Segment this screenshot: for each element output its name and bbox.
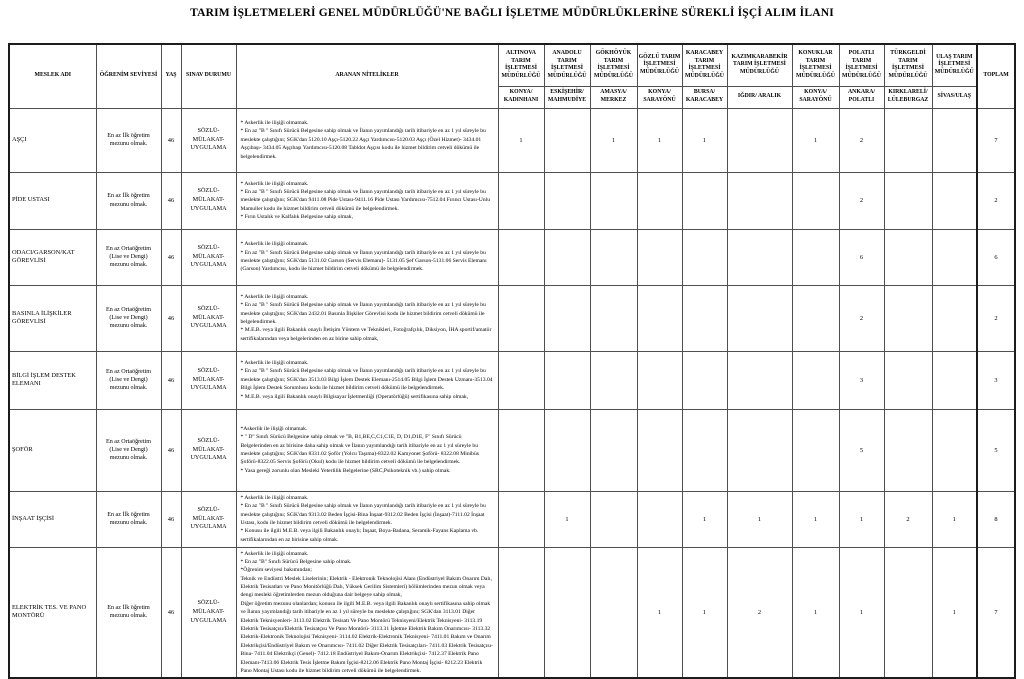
qualification-line: *Askerlik ile ilişiği olmamak.	[240, 425, 308, 432]
qualification-line: * M.E.B. veya ilgili Bakanlık onaylı İletişim Yöntem ve Teknikleri, Fotoğrafçılık, Diksiyon, İHA sportif/amatör sertifikalarından veya belgelerinden en az birine sahip olmak,	[240, 327, 492, 342]
count-cell	[544, 351, 590, 409]
exam-cell: SÖZLÜ-MÜLAKAT- UYGULAMA	[181, 491, 236, 547]
count-cell	[590, 547, 637, 678]
qualifications-cell	[236, 172, 498, 229]
education-cell: En az Ortaöğretim (Lise ve Dengi) mezunu olmak.	[96, 409, 161, 491]
age-cell: 46	[161, 491, 181, 547]
age-cell: 46	[161, 285, 181, 351]
count-cell	[884, 108, 932, 172]
age-cell: 46	[161, 547, 181, 678]
total-cell: 2	[977, 285, 1015, 351]
count-cell: 1	[839, 547, 884, 678]
header-toplam: TOPLAM	[977, 44, 1015, 108]
count-cell	[884, 409, 932, 491]
table-row	[9, 351, 1015, 409]
place-header: ANKARA/ POLATLI	[839, 86, 884, 108]
count-cell	[932, 409, 977, 491]
count-cell	[932, 351, 977, 409]
count-cell	[498, 172, 544, 229]
place-header: SİVAS/ULAŞ	[932, 86, 977, 108]
count-cell	[544, 547, 590, 678]
age-cell: 46	[161, 351, 181, 409]
total-cell: 2	[977, 172, 1015, 229]
count-cell	[544, 229, 590, 285]
org-header: POLATLI TARIM İŞLETMESİ MÜDÜRLÜĞÜ	[839, 44, 884, 86]
count-cell	[792, 351, 839, 409]
count-cell	[884, 351, 932, 409]
org-header: KONUKLAR TARIM İŞLETMESİ MÜDÜRLÜĞÜ	[792, 44, 839, 86]
org-header: ALTINOVA TARIM İŞLETMESİ MÜDÜRLÜĞÜ	[498, 44, 544, 86]
qualifications-cell	[236, 285, 498, 351]
count-cell: 1	[682, 491, 727, 547]
count-cell: 5	[839, 409, 884, 491]
total-cell: 7	[977, 547, 1015, 678]
count-cell	[590, 229, 637, 285]
count-cell	[590, 491, 637, 547]
table-row	[9, 285, 1015, 351]
qualification-line: * Askerlik ile ilişiği olmamak.	[240, 550, 309, 557]
count-cell	[498, 229, 544, 285]
table-header	[9, 44, 1015, 108]
org-header: KAZIMKARABEKİR TARIM İŞLETMESİ MÜDÜRLÜĞÜ	[727, 44, 792, 86]
count-cell	[498, 285, 544, 351]
qualification-line: * Fırın Ustalık ve Kalfalık Belgesine sahip olmak,	[240, 214, 353, 221]
count-cell: 2	[884, 491, 932, 547]
qualification-line: * En az "B " Sınıfı Sürücü Belgesine sahip olmak ve İlanın yayımlandığı tarih itibariyle en az 1 yıl süreyle bu meslekte çalıştığını; SGK'dan 3513.03 Bilgi İşlem Destek Elemanı-2514.05 Bilgi İşlem Destek Uzmanı-3513.04 Bilgi İşlem Destek Sorumlusu kodu ile hizmet bildirim cetveli dökümü ile belgelendirmek.	[240, 368, 493, 392]
qualification-line: * En az "B " Sınıfı Sürücü Belgesine sahip olmak ve İlanın yayımlandığı tarih itibariyle en az 1 yıl süreyle bu meslekte çalıştığını; SGK'dan 9313.02 Beden İşçisi-Bina İnşaat-9312.02 Beden İşçisi (İnşaat)-7111.02 İnşaat Ustası, kodu ile hizmet bildirim cetveli dökümü ile belgelendirmek.	[240, 503, 486, 526]
header-aranan-nitelikler: ARANAN NİTELİKLER	[236, 44, 498, 108]
count-cell	[682, 285, 727, 351]
occupation-cell: ŞOFÖR	[9, 409, 96, 491]
place-header: AMASYA/ MERKEZ	[590, 86, 637, 108]
total-cell: 7	[977, 108, 1015, 172]
occupation-cell: İNŞAAT İŞÇİSİ	[9, 491, 96, 547]
count-cell	[727, 108, 792, 172]
table-row	[9, 547, 1015, 678]
org-header: TÜRKGELDİ TARIM İŞLETMESİ MÜDÜRLÜĞÜ	[884, 44, 932, 86]
occupation-cell: BASINLA İLİŞKİLER GÖREVLİSİ	[9, 285, 96, 351]
count-cell	[544, 285, 590, 351]
count-cell	[932, 229, 977, 285]
exam-cell: SÖZLÜ-MÜLAKAT- UYGULAMA	[181, 409, 236, 491]
count-cell: 1	[637, 547, 682, 678]
count-cell: 1	[792, 108, 839, 172]
count-cell	[932, 172, 977, 229]
table-body	[9, 108, 1015, 678]
count-cell: 1	[637, 108, 682, 172]
count-cell	[498, 351, 544, 409]
occupation-cell: AŞÇI	[9, 108, 96, 172]
count-cell	[932, 108, 977, 172]
qualification-line: * " D" Sınıfı Sürücü Belgesine sahip olmak ve "B, B1,BE,C,C1,C1E, D, D1,D1E, F" Sınıfı Sürücü Belgelerinden en az birisine daha sahip olmak ve İlanın yayımlandığı tarih itibariyle en az 1 yıl süreyle bu meslekte çalıştığını; SGK'dan 8331.02 Şoför (Yolcu Taşıma)-8322.02 Kamyonet Şoförü- 8322.08 Minibüs Şoförü-8322.05 Servis Şoförü (Okul) kodu ile hizmet bildirim cetveli dökümü ile belgelendirmek.	[240, 434, 479, 466]
count-cell	[590, 285, 637, 351]
count-cell: 1	[590, 108, 637, 172]
education-cell: En az İlk öğretim mezunu olmak.	[96, 172, 161, 229]
count-cell: 1	[792, 547, 839, 678]
qualification-line: *Öğrenim seviyesi bakımından;	[240, 567, 312, 574]
exam-cell: SÖZLÜ-MÜLAKAT- UYGULAMA	[181, 285, 236, 351]
count-cell	[792, 409, 839, 491]
qualification-line: * Askerlik ile ilişiği olmamak.	[240, 241, 309, 248]
count-cell: 1	[839, 491, 884, 547]
education-cell: En az İlk öğretim mezunu olmak.	[96, 547, 161, 678]
qualification-line: * Askerlik ile ilişiği olmamak.	[240, 360, 309, 367]
count-cell	[637, 229, 682, 285]
education-cell: En az Ortaöğretim (Lise ve Dengi) mezunu olmak.	[96, 285, 161, 351]
education-cell: En az Ortaöğretim (Lise ve Dengi) mezunu olmak.	[96, 229, 161, 285]
place-header: BURSA/ KARACABEY	[682, 86, 727, 108]
count-cell: 1	[682, 547, 727, 678]
count-cell: 1	[932, 547, 977, 678]
qualification-line: * En az "B" Sınıfı Sürücü Belgesine sahip olmak.	[240, 558, 352, 565]
total-cell: 8	[977, 491, 1015, 547]
count-cell	[637, 491, 682, 547]
count-cell	[727, 285, 792, 351]
qualification-line: * Askerlik ile ilişiği olmamak.	[240, 120, 309, 127]
exam-cell: SÖZLÜ-MÜLAKAT- UYGULAMA	[181, 351, 236, 409]
qualification-line: * Askerlik ile ilişiği olmamak.	[240, 494, 309, 501]
header-row-orgs	[9, 44, 1015, 86]
exam-cell: SÖZLÜ-MÜLAKAT- UYGULAMA	[181, 229, 236, 285]
count-cell	[637, 409, 682, 491]
total-cell: 3	[977, 351, 1015, 409]
org-header: ULAŞ TARIM İŞLETMESİ MÜDÜRLÜĞÜ	[932, 44, 977, 86]
count-cell	[682, 409, 727, 491]
place-header: KIRKLARELİ/ LÜLEBURGAZ	[884, 86, 932, 108]
count-cell	[884, 229, 932, 285]
table-row	[9, 108, 1015, 172]
count-cell: 3	[839, 351, 884, 409]
occupation-cell: ELEKTRİK TES. VE PANO MONTÖRÜ	[9, 547, 96, 678]
org-header: ANADOLU TARIM İŞLETMESİ MÜDÜRLÜĞÜ	[544, 44, 590, 86]
total-cell: 5	[977, 409, 1015, 491]
qualification-line: Teknik ve Endüstri Meslek Liselerinin; Elektrik - Elektronik Teknolojisi Alanı (Endüstriyel Bakım Onarım Dalı, Elektrik Tesisatları ve Pano Monitörlüğü Dalı, Yüksek Gerilim Sistemleri) bölümlerinden mezun olmak veya dengi mesleki öğretimlerden mezun olduğuna dair belgeye sahip olmak,	[240, 575, 492, 599]
table-row	[9, 172, 1015, 229]
count-cell: 1	[792, 491, 839, 547]
count-cell	[544, 409, 590, 491]
count-cell	[727, 172, 792, 229]
exam-cell: SÖZLÜ-MÜLAKAT- UYGULAMA	[181, 547, 236, 678]
qualifications-cell	[236, 491, 498, 547]
count-cell	[884, 285, 932, 351]
qualification-line: * En az "B " Sınıfı Sürücü Belgesine sahip olmak ve İlanın yayımlandığı tarih itibariyle en az 1 yıl süreyle bu meslekte çalıştığını; SGK'dan 5131.02 Garson (Servis Elemanı)- 5131.05 Şef Garson-5131.06 Servis Elemanı (Garson) Yardımcısı, kodu ile hizmet bildirim cetveli dökümü ile belgelendirmek.	[240, 249, 487, 273]
qualification-line: Diğer öğretim mezunu olanlardan; konusu ile ilgili M.E.B. veya ilgili Bakanlık onaylı sertifikasına sahip olmak ve İlanın yayımlandığı tarih itibariyle en az 1 yıl süreyle bu meslekte çalıştığını; SGK'dan 3113.01 Diğer Elektrik Teknisyenleri- 3113.02 Elektrik Tesisatı Ve Pano Montörü Teknisyeni/Elektrik Teknisyeni- 3113.19 Elektrik Tesisatçısı/Elektrik Tesisatçısı Ve Pano Montörü- 3113.31 İşletme Elektrik Bakım Onarımcısı- 3113.32 Elektrik-Elektronik Teknolojisi Teknisyeni- 3114.02 Elektrik-Elektronik Teknisyeni- 7411.01 Bakım ve Onarım Elektrikçisi/Endüstriyel Bakım ve Onarımcısı- 7411.02 Diğer Elektrik Tesisatçıları- 7411.03 Elektrik Tesisatçısı-Bina- 7411.04 Elektrikçi (Genel)- 7412.18 Endüstriyel Bakım-Onarım Elektrikçisi- 7412.37 Elektrik Pano Elemanı-7413.06 Elektrik Tesis İşletme Bakım İşçisi-8212.06 Elektrik Pano Montaj İşçisi- 8212.23 Elektrik Pano Montaj Ustası kodu ile hizmet bildirim cetveli dökümü ile belgelendirmek.	[240, 600, 493, 674]
count-cell	[792, 172, 839, 229]
education-cell: En az Ortaöğretim (Lise ve Dengi) mezunu olmak.	[96, 351, 161, 409]
occupation-cell: PİDE USTASI	[9, 172, 96, 229]
place-header: IĞDIR/ ARALIK	[727, 86, 792, 108]
table-row	[9, 409, 1015, 491]
count-cell	[682, 172, 727, 229]
count-cell	[792, 229, 839, 285]
occupation-cell: ODACI/GARSON/KAT GÖREVLİSİ	[9, 229, 96, 285]
count-cell	[498, 491, 544, 547]
exam-cell: SÖZLÜ-MÜLAKAT- UYGULAMA	[181, 172, 236, 229]
age-cell: 46	[161, 229, 181, 285]
place-header: KONYA/ KADINHANI	[498, 86, 544, 108]
header-ogrenim-seviyesi: ÖĞRENİM SEVİYESİ	[96, 44, 161, 108]
job-announcement-table	[8, 43, 1016, 679]
count-cell	[792, 285, 839, 351]
total-cell: 6	[977, 229, 1015, 285]
table-row	[9, 491, 1015, 547]
count-cell: 2	[839, 108, 884, 172]
count-cell: 2	[839, 172, 884, 229]
count-cell	[498, 547, 544, 678]
count-cell	[727, 409, 792, 491]
count-cell	[637, 285, 682, 351]
count-cell	[637, 351, 682, 409]
education-cell: En az İlk öğretim mezunu olmak.	[96, 108, 161, 172]
count-cell	[637, 172, 682, 229]
count-cell	[884, 547, 932, 678]
education-cell: En az İlk öğretim mezunu olmak.	[96, 491, 161, 547]
qualification-line: * Askerlik ile ilişiği olmamak.	[240, 293, 309, 300]
qualification-line: * Askerlik ile ilişiği olmamak.	[240, 180, 309, 187]
count-cell: 1	[544, 491, 590, 547]
announcement-page	[8, 0, 1016, 679]
qualifications-cell	[236, 351, 498, 409]
count-cell	[727, 229, 792, 285]
count-cell	[682, 351, 727, 409]
count-cell: 1	[727, 491, 792, 547]
count-cell: 2	[839, 285, 884, 351]
count-cell: 2	[727, 547, 792, 678]
age-cell: 46	[161, 409, 181, 491]
count-cell	[590, 409, 637, 491]
occupation-cell: BİLGİ İŞLEM DESTEK ELEMANI	[9, 351, 96, 409]
qualifications-cell	[236, 409, 498, 491]
count-cell: 1	[498, 108, 544, 172]
header-sinav-durumu: SINAV DURUMU	[181, 44, 236, 108]
count-cell	[590, 351, 637, 409]
qualification-line: * Yasa gereği zorunlu olan Mesleki Yeterlilik Belgelerine (SRC,Psikoteknik vb.) sahip olmak.	[240, 467, 451, 474]
count-cell	[727, 351, 792, 409]
age-cell: 46	[161, 108, 181, 172]
org-header: GÖKHÖYÜK TARIM İŞLETMESİ MÜDÜRLÜĞÜ	[590, 44, 637, 86]
header-yas: YAŞ	[161, 44, 181, 108]
qualification-line: * M.E.B. veya ilgili Bakanlık onaylı Bilgisayar İşletmenliği (Operatörlüğü) sertifikasına sahip olmak,	[240, 393, 469, 400]
qualifications-cell	[236, 108, 498, 172]
qualification-line: * En az "B " Sınıfı Sürücü Belgesine sahip olmak ve İlanın yayımlandığı tarih itibariyle en az 1 yıl süreyle bu meslekte çalıştığını; SGK'dan 2432.01 Basınla İlişkiler Görevlisi kodu ile hizmet bildirim cetveli dökümü ile belgelendirmek.	[240, 302, 486, 325]
exam-cell: SÖZLÜ-MÜLAKAT- UYGULAMA	[181, 108, 236, 172]
count-cell: 6	[839, 229, 884, 285]
count-cell	[884, 172, 932, 229]
count-cell: 1	[682, 108, 727, 172]
count-cell	[498, 409, 544, 491]
count-cell	[932, 285, 977, 351]
count-cell	[544, 172, 590, 229]
qualifications-cell	[236, 229, 498, 285]
count-cell	[682, 229, 727, 285]
table-row	[9, 229, 1015, 285]
org-header: KARACABEY TARIM İŞLETMESİ MÜDÜRLÜĞÜ	[682, 44, 727, 86]
age-cell: 46	[161, 172, 181, 229]
qualification-line: * En az "B " Sınıfı Sürücü Belgesine sahip olmak ve İlanın yayımlandığı tarih itibariyle en az 1 yıl süreyle bu meslekte çalıştığını; SGK'dan 9411.08 Pide Ustası-9411.16 Pide Ustası Yardımcısı-7512.04 Fırıncı Ustası-Unlu Mamuller kodu ile hizmet bildirim cetveli dökümü ile belgelendirmek.	[240, 188, 490, 212]
count-cell	[544, 108, 590, 172]
count-cell: 1	[932, 491, 977, 547]
qualification-line: * Konusu ile ilgili M.E.B. veya ilgili Bakanlık onaylı; İnşaat, Boya-Badana, Seramik-Fayans Kaplama vb. sertifikalarından en az birisine sahip olmak.	[240, 528, 479, 543]
page-title: TARIM İŞLETMELERİ GENEL MÜDÜRLÜĞÜ'NE BAĞLI İŞLETME MÜDÜRLÜKLERİNE SÜREKLİ İŞÇİ ALIM İLANI	[190, 7, 834, 19]
header-meslek-adi: MESLEK ADI	[9, 44, 96, 108]
place-header: ESKİŞEHİR/ MAHMUDİYE	[544, 86, 590, 108]
place-header: KONYA/ SARAYÖNÜ	[637, 86, 682, 108]
qualification-line: * En az "B " Sınıfı Sürücü Belgesine sahip olmak ve İlanın yayımlandığı tarih itibariyle en az 1 yıl süreyle bu meslekte çalıştığını; SGK'dan 5120.10 Aşçı-5120.22 Aşçı Yardımcısı-5120.03 Aşçı (Özel Hizmet)- 3434.01 Aşçıbaşı- 3434.05 Aşçıbaşı Yardımcısı-5120.08 Tabldot Aşçısı kodu ile hizmet bildirim cetveli dökümü ile belgelendirmek.	[240, 128, 486, 160]
org-header: GÖZLÜ TARIM İŞLETMESİ MÜDÜRLÜĞÜ	[637, 44, 682, 86]
count-cell	[590, 172, 637, 229]
qualifications-cell	[236, 547, 498, 678]
place-header: KONYA/ SARAYÖNÜ	[792, 86, 839, 108]
